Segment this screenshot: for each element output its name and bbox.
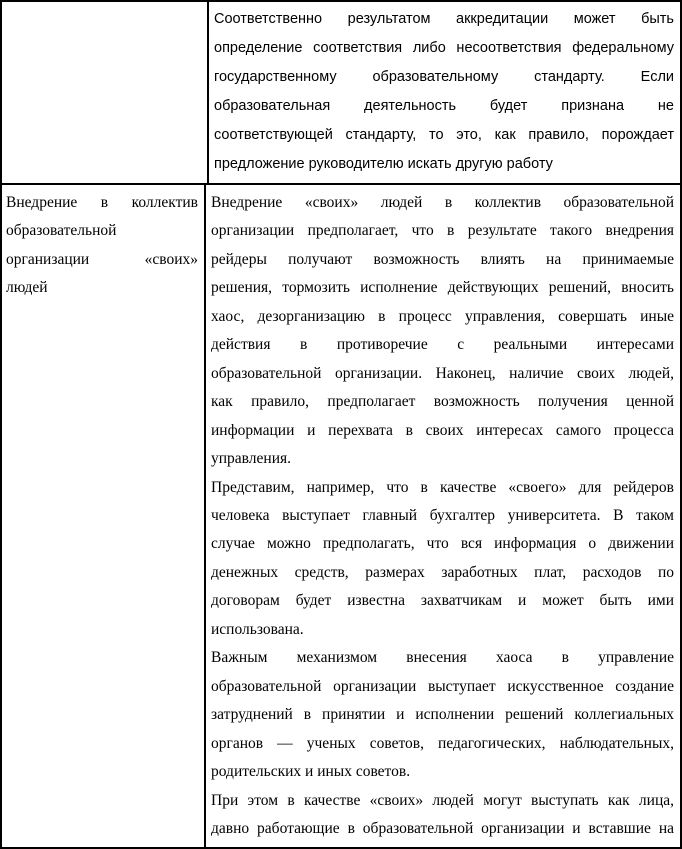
text-line: определение соответствия либо несоответствия федеральному [214, 40, 674, 57]
text-line: действия в противоречие с реальными интересами [211, 336, 674, 354]
paragraph [211, 189, 674, 474]
paragraph [6, 189, 198, 303]
text-line: При этом в качестве «своих» людей могут выступать как лица, [211, 791, 674, 809]
text-line: организации предполагает, что в результате такого внедрения [211, 222, 674, 240]
paragraph [211, 474, 674, 645]
table-cell-empty [2, 2, 209, 183]
text-line: Соответственно результатом аккредитации может быть [214, 11, 674, 27]
table-row [2, 2, 680, 185]
text-line: органов — ученых советов, педагогических, наблюдательных, [211, 734, 674, 752]
text-line: давно работающие в образовательной организации и вставшие на [211, 819, 674, 837]
text-line: договорам будет известна захватчикам и может быть ими [211, 592, 674, 610]
text-line: денежных средств, размерах заработных плат, расходов по [211, 563, 674, 581]
text-line: Внедрение «своих» людей в коллектив образовательной [211, 194, 674, 211]
table-cell-topic-description [206, 185, 680, 847]
text-line: государственному образовательному стандарту. Если [214, 69, 674, 86]
text-line: образовательная деятельность будет признана не [214, 98, 674, 115]
text-line: предложение руководителю искать другую работу [214, 156, 553, 173]
text-line: хаос, дезорганизацию в процесс управления, совершать иные [211, 307, 674, 325]
text-line: Внедрение в коллектив [6, 194, 198, 211]
text-line: затруднений в принятии и исполнении решений коллегиальных [211, 706, 674, 724]
text-line: решения, тормозить исполнение действующих решений, вносить [211, 279, 674, 297]
text-line: людей [6, 279, 48, 297]
text-line: информации и перехвата в своих интересах самого процесса [211, 421, 674, 439]
table-cell-topic-label [2, 185, 206, 847]
text-line: случае можно предполагать, что вся информация о движении [211, 535, 674, 553]
text-line: рейдеры получают возможность влиять на принимаемые [211, 250, 674, 268]
text-line: организации «своих» [6, 250, 198, 268]
text-line: управления. [211, 450, 291, 468]
text-line: Представим, например, что в качестве «своего» для рейдеров [211, 478, 674, 496]
text-line: родительских и иных советов. [211, 763, 411, 781]
text-line: образовательной [6, 222, 117, 240]
paragraph [214, 5, 674, 180]
table-row [2, 185, 680, 847]
text-line: соответствующей стандарту, то это, как правило, порождает [214, 127, 674, 144]
paragraph [211, 644, 674, 786]
text-line: использована. [211, 620, 304, 638]
table-cell-accreditation-text [209, 2, 680, 183]
paragraph [211, 787, 674, 844]
text-line: образовательной организации выступает искусственное создание [211, 677, 674, 695]
text-line: как правило, предполагает возможность получения ценной [211, 393, 674, 411]
text-line: образовательной организации. Наконец, наличие своих людей, [211, 364, 674, 382]
text-line: Важным механизмом внесения хаоса в управление [211, 649, 674, 667]
text-line: человека выступает главный бухгалтер университета. В таком [211, 506, 674, 524]
